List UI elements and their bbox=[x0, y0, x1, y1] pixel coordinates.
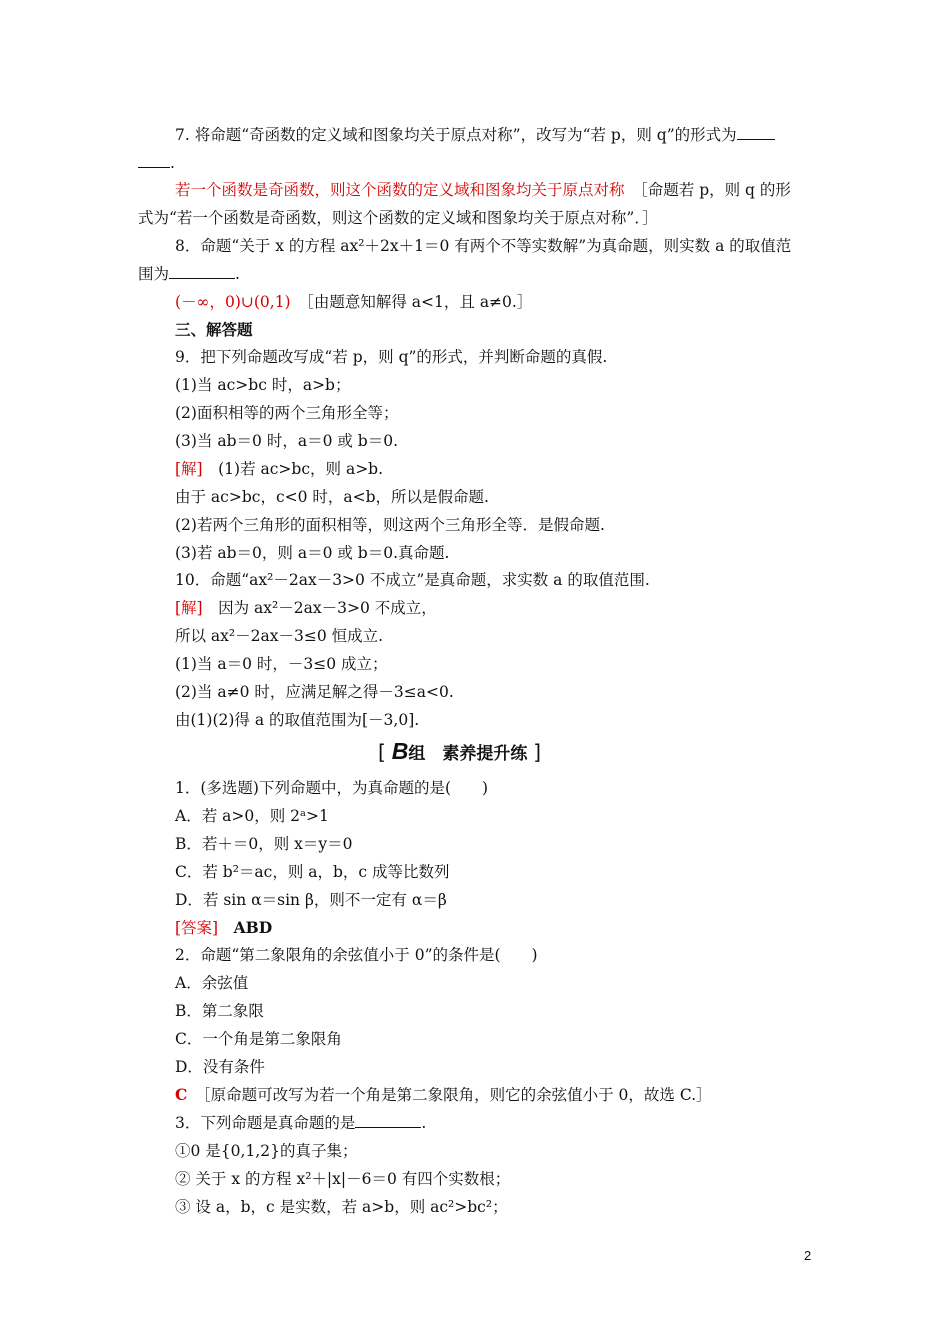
answer-blank bbox=[169, 264, 235, 279]
b1-answer: ABD bbox=[233, 918, 273, 937]
b1-option: A．若 a>0，则 2ᵃ>1 bbox=[175, 807, 329, 825]
b1-answer-line bbox=[175, 918, 272, 938]
group-letter: B bbox=[391, 738, 409, 764]
b2-answer: C bbox=[175, 1085, 188, 1104]
b1-option: C．若 b²＝ac，则 a，b，c 成等比数列 bbox=[175, 863, 450, 881]
q8-answer: (－∞，0)∪(0,1) bbox=[175, 293, 291, 311]
q7-stem: 7. 将命题“奇函数的定义域和图象均关于原点对称”，改写为“若 p，则 q”的形式为 bbox=[175, 125, 775, 145]
b1-option: D．若 sin α＝sin β，则不一定有 α＝β bbox=[175, 891, 447, 909]
section-heading: 三、解答题 bbox=[175, 320, 253, 339]
b2-stem: 2．命题“第二象限角的余弦值小于 0”的条件是( ) bbox=[175, 946, 538, 964]
b3-item: ② 关于 x 的方程 x²＋|x|－6＝0 有四个实数根； bbox=[175, 1170, 511, 1188]
answer-tag: [答案] bbox=[175, 919, 219, 937]
b2-option: A．余弦值 bbox=[175, 974, 249, 992]
b2-answer-line bbox=[175, 1085, 712, 1105]
q7-answer: 若一个函数是奇函数，则这个函数的定义域和图象均关于原点对称 bbox=[175, 181, 625, 199]
q9-solution: (3)若 ab＝0，则 a＝0 或 b＝0.真命题. bbox=[175, 544, 450, 562]
q8-stem: 8．命题“关于 x 的方程 ax²＋2x＋1＝0 有两个不等实数解”为真命题，则实数 a 的取值范 bbox=[175, 237, 792, 255]
q8-note: ［由题意知解得 a<1，且 a≠0.］ bbox=[306, 293, 533, 311]
q10-stem: 10．命题“ax²－2ax－3>0 不成立”是真命题，求实数 a 的取值范围. bbox=[175, 571, 650, 589]
b3-item: ①0 是{0,1,2}的真子集； bbox=[175, 1142, 358, 1160]
q7-stem-cont: . bbox=[138, 153, 175, 173]
q10-solution: (2)当 a≠0 时，应满足解之得－3≤a<0. bbox=[175, 683, 454, 701]
q10-solution: 所以 ax²－2ax－3≤0 恒成立. bbox=[175, 627, 384, 645]
b3-stem: 3．下列命题是真命题的是 . bbox=[175, 1114, 427, 1132]
answer-blank bbox=[138, 153, 170, 168]
answer-blank bbox=[355, 1113, 421, 1128]
solution-tag: [解] bbox=[175, 599, 203, 617]
b1-stem: 1．(多选题)下列命题中，为真命题的是( ) bbox=[175, 779, 489, 797]
q9-solution-line: [解] (1)若 ac>bc，则 a>b. bbox=[175, 460, 384, 478]
q8-stem-cont: 围为 . bbox=[138, 265, 240, 283]
b2-note: ［原命题可改写为若一个角是第二象限角，则它的余弦值小于 0，故选 C.］ bbox=[202, 1086, 712, 1104]
q7-note: ［命题若 p，则 q 的形 bbox=[640, 181, 791, 199]
solution-tag: [解] bbox=[175, 460, 203, 478]
q8-answer-line bbox=[175, 292, 532, 312]
q9-solution: (2)若两个三角形的面积相等，则这两个三角形全等．是假命题. bbox=[175, 516, 605, 534]
q7-answer-line bbox=[175, 180, 791, 200]
q9-item: (3)当 ab＝0 时，a＝0 或 b＝0. bbox=[175, 432, 399, 450]
group-b-header: [ B组 素养提升练 ] bbox=[378, 738, 542, 764]
page-number: 2 bbox=[804, 1248, 812, 1263]
b2-option: B．第二象限 bbox=[175, 1002, 264, 1020]
b2-option: D．没有条件 bbox=[175, 1058, 265, 1076]
q10-solution: (1)当 a＝0 时，－3≤0 成立； bbox=[175, 655, 388, 673]
q9-item: (1)当 ac>bc 时，a>b； bbox=[175, 376, 351, 394]
q9-solution: 由于 ac>bc，c<0 时，a<b，所以是假命题. bbox=[175, 488, 489, 506]
answer-blank bbox=[737, 125, 775, 140]
q9-item: (2)面积相等的两个三角形全等； bbox=[175, 404, 399, 422]
q10-solution-line: [解] 因为 ax²－2ax－3>0 不成立， bbox=[175, 599, 437, 617]
b1-option: B．若＋＝0，则 x＝y＝0 bbox=[175, 835, 353, 853]
b3-item: ③ 设 a，b，c 是实数，若 a>b，则 ac²>bc²； bbox=[175, 1198, 508, 1216]
q9-stem: 9．把下列命题改写成“若 p，则 q”的形式，并判断命题的真假. bbox=[175, 348, 608, 366]
q10-solution: 由(1)(2)得 a 的取值范围为[－3,0]. bbox=[175, 711, 420, 729]
b2-option: C．一个角是第二象限角 bbox=[175, 1030, 342, 1048]
q7-note-cont: 式为“若一个函数是奇函数，则这个函数的定义域和图象均关于原点对称”．］ bbox=[138, 209, 658, 227]
